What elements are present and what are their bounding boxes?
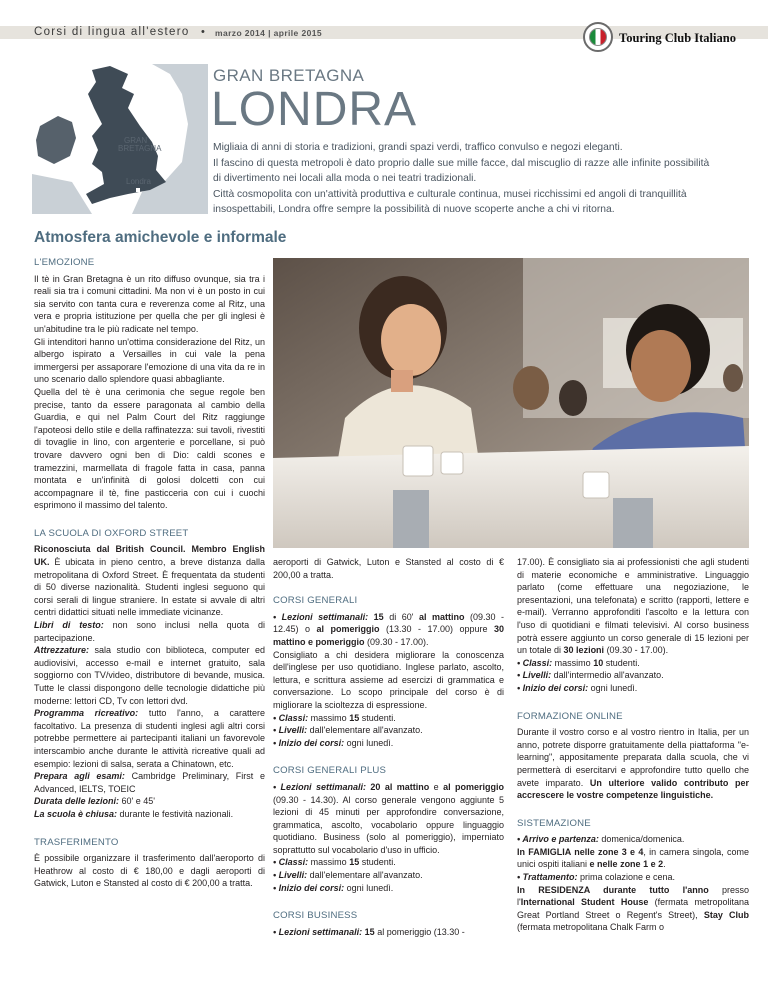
cg-inizio-label: • Inizio dei corsi:	[273, 737, 345, 748]
intro-paragraph	[213, 140, 713, 218]
durata-label: Durata delle lezioni:	[34, 796, 120, 807]
cb-inizio-label: • Inizio dei corsi:	[517, 682, 589, 693]
sis-arrivo-text: domenica/domenica.	[598, 834, 685, 845]
cb-lezioni-start-text: al pomeriggio (13.30 -	[374, 926, 465, 937]
map-country-label-1: GRAN	[124, 136, 148, 145]
trasferimento-heading: TRASFERIMENTO	[34, 836, 119, 848]
cp-livelli	[273, 869, 504, 882]
cp-lezioni-label: • Lezioni settimanali:	[273, 781, 366, 792]
cp-classi-text: massimo	[308, 857, 350, 868]
cg-lezioni-mattino: al mattino	[418, 611, 465, 622]
sis-residenza-stayclub: Stay Club	[703, 909, 749, 920]
scuola-chiusa	[34, 808, 265, 821]
cp-lezioni-mattino: 20 al mattino	[366, 781, 430, 792]
cb-classi	[517, 657, 749, 670]
emozione-paragraph-1: Il tè in Gran Bretagna è un rito diffuso ovunque, sia tra i reali sia tra i comuni cittadini. Ma non vi è un posto in cui sia servito con tanta cura e reverenza come al Ritz, una vera e propria istituzione per quella che per gli inglesi è un'abitudine tra le più radicate nel tempo.	[34, 273, 265, 334]
cb-lezioni-label: • Lezioni settimanali:	[273, 926, 363, 937]
sis-trattamento	[517, 871, 749, 884]
scuola-programma	[34, 707, 265, 770]
sis-famiglia-end: .	[663, 859, 666, 870]
cg-lezioni-pomeriggio: al pomeriggio	[316, 624, 380, 635]
scuola-intro	[34, 543, 265, 619]
chiusa-text: durante le festività nazionali.	[117, 808, 234, 819]
uk-map-graphic	[32, 64, 208, 214]
cg-classi	[273, 712, 504, 725]
intro-line-2: Il fascino di questa metropoli è dato proprio dalle sue mille facce, dal miscuglio di razze alle infinite possibilità di divertimento nei locali alla moda o nei teatri tradizionali.	[213, 157, 710, 184]
cg-classi-end: studenti.	[359, 712, 396, 723]
cb-livelli-label: • Livelli:	[517, 670, 552, 681]
sis-famiglia-text: , in camera singola, come unici ospiti italiani	[517, 846, 749, 870]
touring-club-logo	[583, 22, 613, 52]
cg-lezioni-label: • Lezioni settimanali:	[273, 611, 369, 622]
cp-inizio-label: • Inizio dei corsi:	[273, 882, 345, 893]
cp-classi-end: studenti.	[359, 857, 396, 868]
sis-famiglia-zones: e nelle zone 1 e 2	[589, 859, 664, 870]
intro-line-1: Migliaia di anni di storia e tradizioni, grandi spazi verdi, traffico convulso e negozi eleganti.	[213, 142, 623, 153]
attrezzature-text: sala studio con biblioteca, computer ed audiovisivi, accesso e-mail e internet gratuito, sala soggiorno con TV/video, distributore di bevande, musica. Tutte le classi dispongono delle tecnologie didattiche più moderne: lettori CD, Tv con lettori dvd.	[34, 645, 265, 706]
formazione-body: Durante il vostro corso e al vostro rientro in Italia, per un anno, potrete disporre gratuitamente della piattaforma "e-learning", appositamente preparata dalla scuola, che vi permetterà di esercitarvi e approfondire tutto quello che avete imparato.	[517, 727, 749, 788]
column-1	[34, 257, 266, 889]
corsi-business-lezioni-start	[273, 926, 504, 939]
sis-arrivo-label: • Arrivo e partenza:	[517, 834, 599, 845]
cp-lezioni-pomeriggio: al pomeriggio	[443, 781, 504, 792]
map-country-label-2: BRETAGNA	[118, 144, 162, 153]
intro-line-3: Città cosmopolita con un'attività produttiva e culturale continua, musei ricchissimi ed angoli di tranquillità insospettabili, Londra offre sempre la possibilità di nuove scoperte anche a chi vi ritorna.	[213, 188, 687, 215]
scuola-libri	[34, 619, 265, 644]
cb-lezioni-total: 30 lezioni	[563, 645, 605, 656]
attrezzature-label: Attrezzature:	[34, 645, 90, 656]
corsi-generali-heading: CORSI GENERALI	[273, 595, 358, 607]
country-heading: GRAN BRETAGNA	[213, 66, 365, 85]
sis-famiglia	[517, 846, 749, 871]
top-header	[0, 0, 768, 50]
tricolor-emblem-icon	[589, 28, 607, 46]
cg-livelli-label: • Livelli:	[273, 725, 308, 736]
emozione-paragraph-2: Gli intenditori hanno un'ottima considerazione del Ritz, un albergo ispirato a Versailles in cui vale la pena immergersi per assaporare l'emozione di una vita da re in uno scenario dallo splendore quasi abbagliante.	[34, 336, 265, 385]
sis-residenza-house: International Student House	[520, 897, 649, 908]
cg-livelli-text: dall'elementare all'avanzato.	[307, 725, 423, 736]
sis-residenza-text: presso l'	[517, 884, 749, 908]
cb-classi-end: studenti.	[603, 657, 640, 668]
cb-inizio	[517, 682, 749, 695]
sis-residenza	[517, 884, 749, 934]
students-photo	[273, 258, 749, 548]
scuola-heading: LA SCUOLA DI OXFORD STREET	[34, 527, 189, 539]
series-title: Corsi di lingua all'estero	[34, 26, 190, 38]
sis-famiglia-bold: In FAMIGLIA nelle zone 3 e 4	[517, 846, 644, 857]
cb-lezioni-total-time: (09.30 - 17.00).	[604, 645, 669, 656]
cg-lezioni-number: 15	[368, 611, 384, 622]
cb-classi-text: massimo	[552, 657, 594, 668]
cp-classi	[273, 856, 504, 869]
city-heading: LONDRA	[211, 83, 418, 136]
uk-map	[32, 64, 208, 214]
chiusa-label: La scuola è chiusa:	[34, 808, 118, 819]
scuola-esami	[34, 770, 265, 795]
cp-lezioni-text-1: e	[429, 781, 444, 792]
sis-residenza-text-3: (fermata metropolitana Chalk Farm o	[517, 922, 665, 933]
sis-residenza-text-2: (fermata metropolitana Great Portland Street o Regent's Street),	[517, 897, 749, 920]
cg-livelli	[273, 724, 504, 737]
students-photo-graphic	[273, 258, 749, 548]
cp-livelli-text: dall'elementare all'avanzato.	[307, 870, 423, 881]
cg-lezioni-text-4: (09.30 - 17.00).	[364, 636, 429, 647]
formazione-heading: FORMAZIONE ONLINE	[517, 710, 623, 722]
sis-trattamento-text: prima colazione e cena.	[577, 872, 676, 883]
cg-classi-number: 15	[349, 712, 360, 723]
column-2	[273, 556, 504, 938]
cb-livelli-text: dall'intermedio all'avanzato.	[551, 670, 664, 681]
scuola-durata	[34, 795, 265, 808]
scuola-intro-bold: Riconosciuta dal British Council. Membro English UK.	[34, 544, 265, 568]
corsi-generali-lezioni	[273, 611, 504, 649]
libri-text: non sono inclusi nella quota di partecipazione.	[34, 620, 266, 643]
cp-classi-number: 15	[349, 857, 360, 868]
header-bullet: •	[201, 26, 205, 38]
cg-lezioni-text-2: (09.30 - 12.45) o	[273, 611, 504, 635]
formazione-bold: Un ulteriore valido contributo per accrescere le vostre competenze linguistiche.	[517, 777, 749, 801]
scuola-attrezzature	[34, 644, 265, 707]
esami-label: Prepara agli esami:	[34, 771, 125, 782]
corsi-plus-lezioni	[273, 781, 504, 857]
cp-classi-label: • Classi:	[273, 857, 309, 868]
corsi-business-continued: 17.00). È consigliato sia ai professionisti che agli studenti di materie economiche e amministrative. Linguaggio parlato (come effettuare una negoziazione, le presentazioni, una telefonata) e scritto (rapporti, lettere e e-mail). Verranno approfonditi l'ascolto e la lettura con l'uso di quotidiani e filmati televisivi. Al corso business potrà essere aggiunto un corso generale di 15 lezioni per un totale di 30 lezioni (09.30 - 17.00).	[517, 557, 749, 656]
cb-classi-number: 10	[593, 657, 604, 668]
corsi-generali-text: Consigliato a chi desidera migliorare la conoscenza dell'inglese per uso quotidiano. Inglese parlato, ascolto, lettura, e scrittura assieme ad esercizi di grammatica e conversazione. Lo scopo principale del corso è di migliorare la scioltezza di espressione.	[273, 649, 504, 710]
cp-inizio-text: ogni lunedì.	[344, 882, 394, 893]
club-name: Touring Club Italiano	[619, 31, 736, 45]
cg-inizio-text: ogni lunedì.	[344, 737, 394, 748]
sistemazione-heading: SISTEMAZIONE	[517, 817, 591, 829]
sis-residenza-bold: In RESIDENZA durante tutto l'anno	[517, 884, 709, 895]
programma-label: Programma ricreativo:	[34, 708, 139, 719]
cg-inizio	[273, 737, 504, 750]
cb-classi-label: • Classi:	[517, 657, 553, 668]
esami-text: Cambridge Preliminary, First e Advanced, IELTS, TOEIC	[34, 771, 265, 794]
cg-classi-text: massimo	[308, 712, 350, 723]
cg-lezioni-text-3: (13.30 - 17.00) oppure	[379, 624, 494, 635]
map-city-label: Londra	[126, 177, 151, 186]
emozione-heading: L'EMOZIONE	[34, 257, 95, 268]
cg-classi-label: • Classi:	[273, 712, 309, 723]
scuola-intro-text: È ubicata in pieno centro, a breve distanza dalla metropolitana di Oxford Street. È frequentata da studenti di 50 diverse nazionalità. Studenti inglesi seguono qui corsi serali di lingue straniere. In estate si avvale di altri centri didattici situati nelle immediate vicinanze.	[34, 557, 265, 618]
libri-label: Libri di testo:	[34, 620, 104, 631]
programma-text: tutto l'anno, a carattere facoltativo. La presenza di studenti inglesi agli altri corsi potrebbe permettere ai partecipanti italiani un favorevole interscambio anche durante le attività ricreative quali ad esempio: lezioni di salsa, serata a Chinatown, etc.	[34, 708, 266, 769]
corsi-business-heading: CORSI BUSINESS	[273, 910, 358, 922]
cb-inizio-text: ogni lunedì.	[588, 682, 638, 693]
corsi-plus-heading: CORSI GENERALI PLUS	[273, 765, 387, 777]
section-title: Atmosfera amichevole e informale	[34, 229, 287, 246]
column-3	[517, 556, 749, 934]
trasferimento-continued: aeroporti di Gatwick, Luton e Stansted al costo di € 200,00 a tratta.	[273, 557, 504, 580]
trasferimento-text: È possibile organizzare il trasferimento dall'aeroporto di Heathrow al costo di € 180,00 e dagli aeroporti di Gatwick, Luton e Stansted al costo di € 200,00 a tratta.	[34, 853, 265, 889]
cp-inizio	[273, 882, 504, 895]
issue-date: marzo 2014 | aprile 2015	[215, 28, 322, 38]
sis-arrivo	[517, 833, 749, 846]
cp-lezioni-text-2: (09.30 - 14.30). Al corso generale vengono aggiunte 5 lezioni di 45 minuti per approfondire conversazione, grammatica, ascolto, vocabolario oppure linguaggio quotidiano. Business (solo al pomeriggio), imperniato soprattutto sul vocabolario d'uso in ufficio.	[273, 794, 504, 855]
cp-livelli-label: • Livelli:	[273, 870, 308, 881]
cb-lezioni-number: 15	[362, 926, 375, 937]
durata-text: 60' e 45'	[119, 796, 155, 807]
cb-livelli	[517, 669, 749, 682]
cg-lezioni-text-1: di 60'	[383, 611, 419, 622]
sis-trattamento-label: • Trattamento:	[517, 872, 578, 883]
formazione-text	[517, 726, 749, 802]
cg-lezioni-mattino-pomeriggio: 30 mattino e pomeriggio	[273, 624, 504, 647]
emozione-paragraph-3: Quella del tè è una cerimonia che segue regole ben precise, tanto da essere paragonata al cambio della Guardia, e qui nel Palm Court del Ritz raggiunge l'apoteosi dello stile e della raffinatezza: sui tavoli, rivestiti di tovaglie in lino, con argenterie e porcellane, si può trovare davvero ogni ben di Dio: caldi scones e tramezzini, marmellata di fragole fatta in casa, panna montata e un'infinità di golosi dolcetti con cui accompagnare il tè, fine pasticceria con cui i cuochi esprimono il massimo del talento.	[34, 386, 265, 511]
